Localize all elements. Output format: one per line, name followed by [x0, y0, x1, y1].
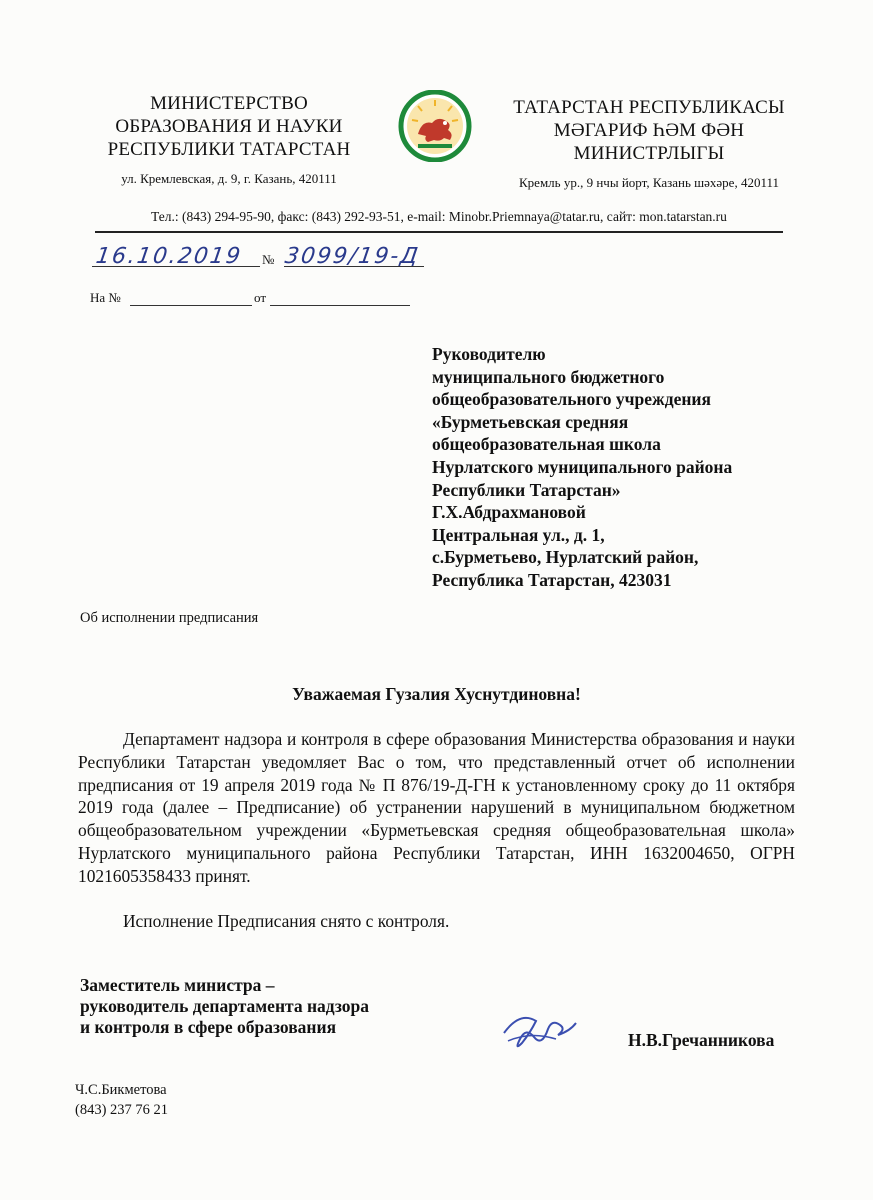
recipient-line: Республики Татарстан» [432, 479, 621, 500]
org-name-tt-line: ТАТАРСТАН РЕСПУБЛИКАСЫ [513, 97, 785, 118]
reply-date-label: от [254, 290, 267, 305]
org-name-ru-line: МИНИСТЕРСТВО [150, 93, 308, 114]
header-divider [95, 231, 783, 233]
address-ru: ул. Кремлевская, д. 9, г. Казань, 420111 [121, 171, 337, 186]
signer-title-line: Заместитель министра – [80, 975, 275, 995]
body-paragraph-2: Исполнение Предписания снято с контроля. [123, 911, 450, 931]
body-paragraph-1: Департамент надзора и контроля в сфере образования Министерства образования и науки Республики Татарстан уведомляет Вас о том, что представленный отчет об исполнении предписания от 19 апреля 2019 года № П 876/19-Д-ГН к установленному сроку до 11 октября 2019 года (далее – Предписание) об устранении нарушений в муниципальном бюджетном общеобразовательном учреждении «Бурметьевская средняя общеобразовательная школа» Нурлатского муниципального района Республики Татарстан, ИНН 1632004650, ОГРН 1021605358433 принят. [78, 729, 795, 886]
reply-date-line [270, 305, 410, 306]
address-tt: Кремль ур., 9 нчы йорт, Казань шәхәре, 420111 [519, 175, 779, 190]
org-name-tt-line: МӘГАРИФ ҺӘМ ФӘН [553, 120, 745, 141]
recipient-line: с.Бурметьево, Нурлатский район, [432, 547, 699, 568]
registration-number-label: № [262, 252, 275, 267]
recipient-line: муниципального бюджетного [432, 366, 665, 387]
recipient-line: общеобразовательного учреждения [432, 389, 711, 410]
signer-title-line: и контроля в сфере образования [80, 1017, 337, 1037]
executor-phone: (843) 237 76 21 [75, 1102, 169, 1118]
registration-date-line [92, 266, 260, 267]
executor-name: Ч.С.Бикметова [75, 1082, 167, 1098]
org-name-tt [500, 96, 798, 165]
handwritten-signature [500, 1003, 580, 1055]
signer-title-line: руководитель департамента надзора [80, 996, 370, 1016]
tatarstan-coat-of-arms-icon [388, 90, 482, 162]
registration-date: 16.10.2019 [94, 244, 244, 269]
recipient-line: Центральная ул., д. 1, [432, 524, 605, 545]
recipient-line: Республика Татарстан, 423031 [432, 569, 672, 590]
recipient-line: «Бурметьевская средняя [432, 411, 629, 432]
signer-title [80, 975, 440, 1038]
org-name-tt-line: МИНИСТРЛЫГЫ [573, 143, 725, 164]
org-name-ru-line: РЕСПУБЛИКИ ТАТАРСТАН [107, 139, 351, 160]
org-name-ru-line: ОБРАЗОВАНИЯ И НАУКИ [115, 116, 343, 137]
registration-number: 3099/19-Д [283, 244, 422, 269]
recipient-line: общеобразовательная школа [432, 434, 661, 455]
reply-number-line [130, 305, 252, 306]
executor-block [75, 1080, 168, 1120]
contacts-line: Тел.: (843) 294-95-90, факс: (843) 292-93-51, e-mail: Minobr.Priemnaya@tatar.ru, сайт: mon.tatarstan.ru [151, 209, 727, 224]
recipient-line: Руководителю [432, 344, 546, 364]
recipient-block [432, 343, 842, 592]
signer-name: Н.В.Гречанникова [628, 1030, 775, 1050]
recipient-line: Г.Х.Абдрахмановой [432, 502, 586, 523]
greeting: Уважаемая Гузалия Хуснутдиновна! [292, 684, 581, 704]
registration-number-line [284, 266, 424, 267]
reply-number-label: На № [90, 290, 121, 305]
subject-line: Об исполнении предписания [80, 610, 259, 626]
org-name-ru [95, 92, 363, 161]
recipient-line: Нурлатского муниципального района [432, 456, 733, 477]
